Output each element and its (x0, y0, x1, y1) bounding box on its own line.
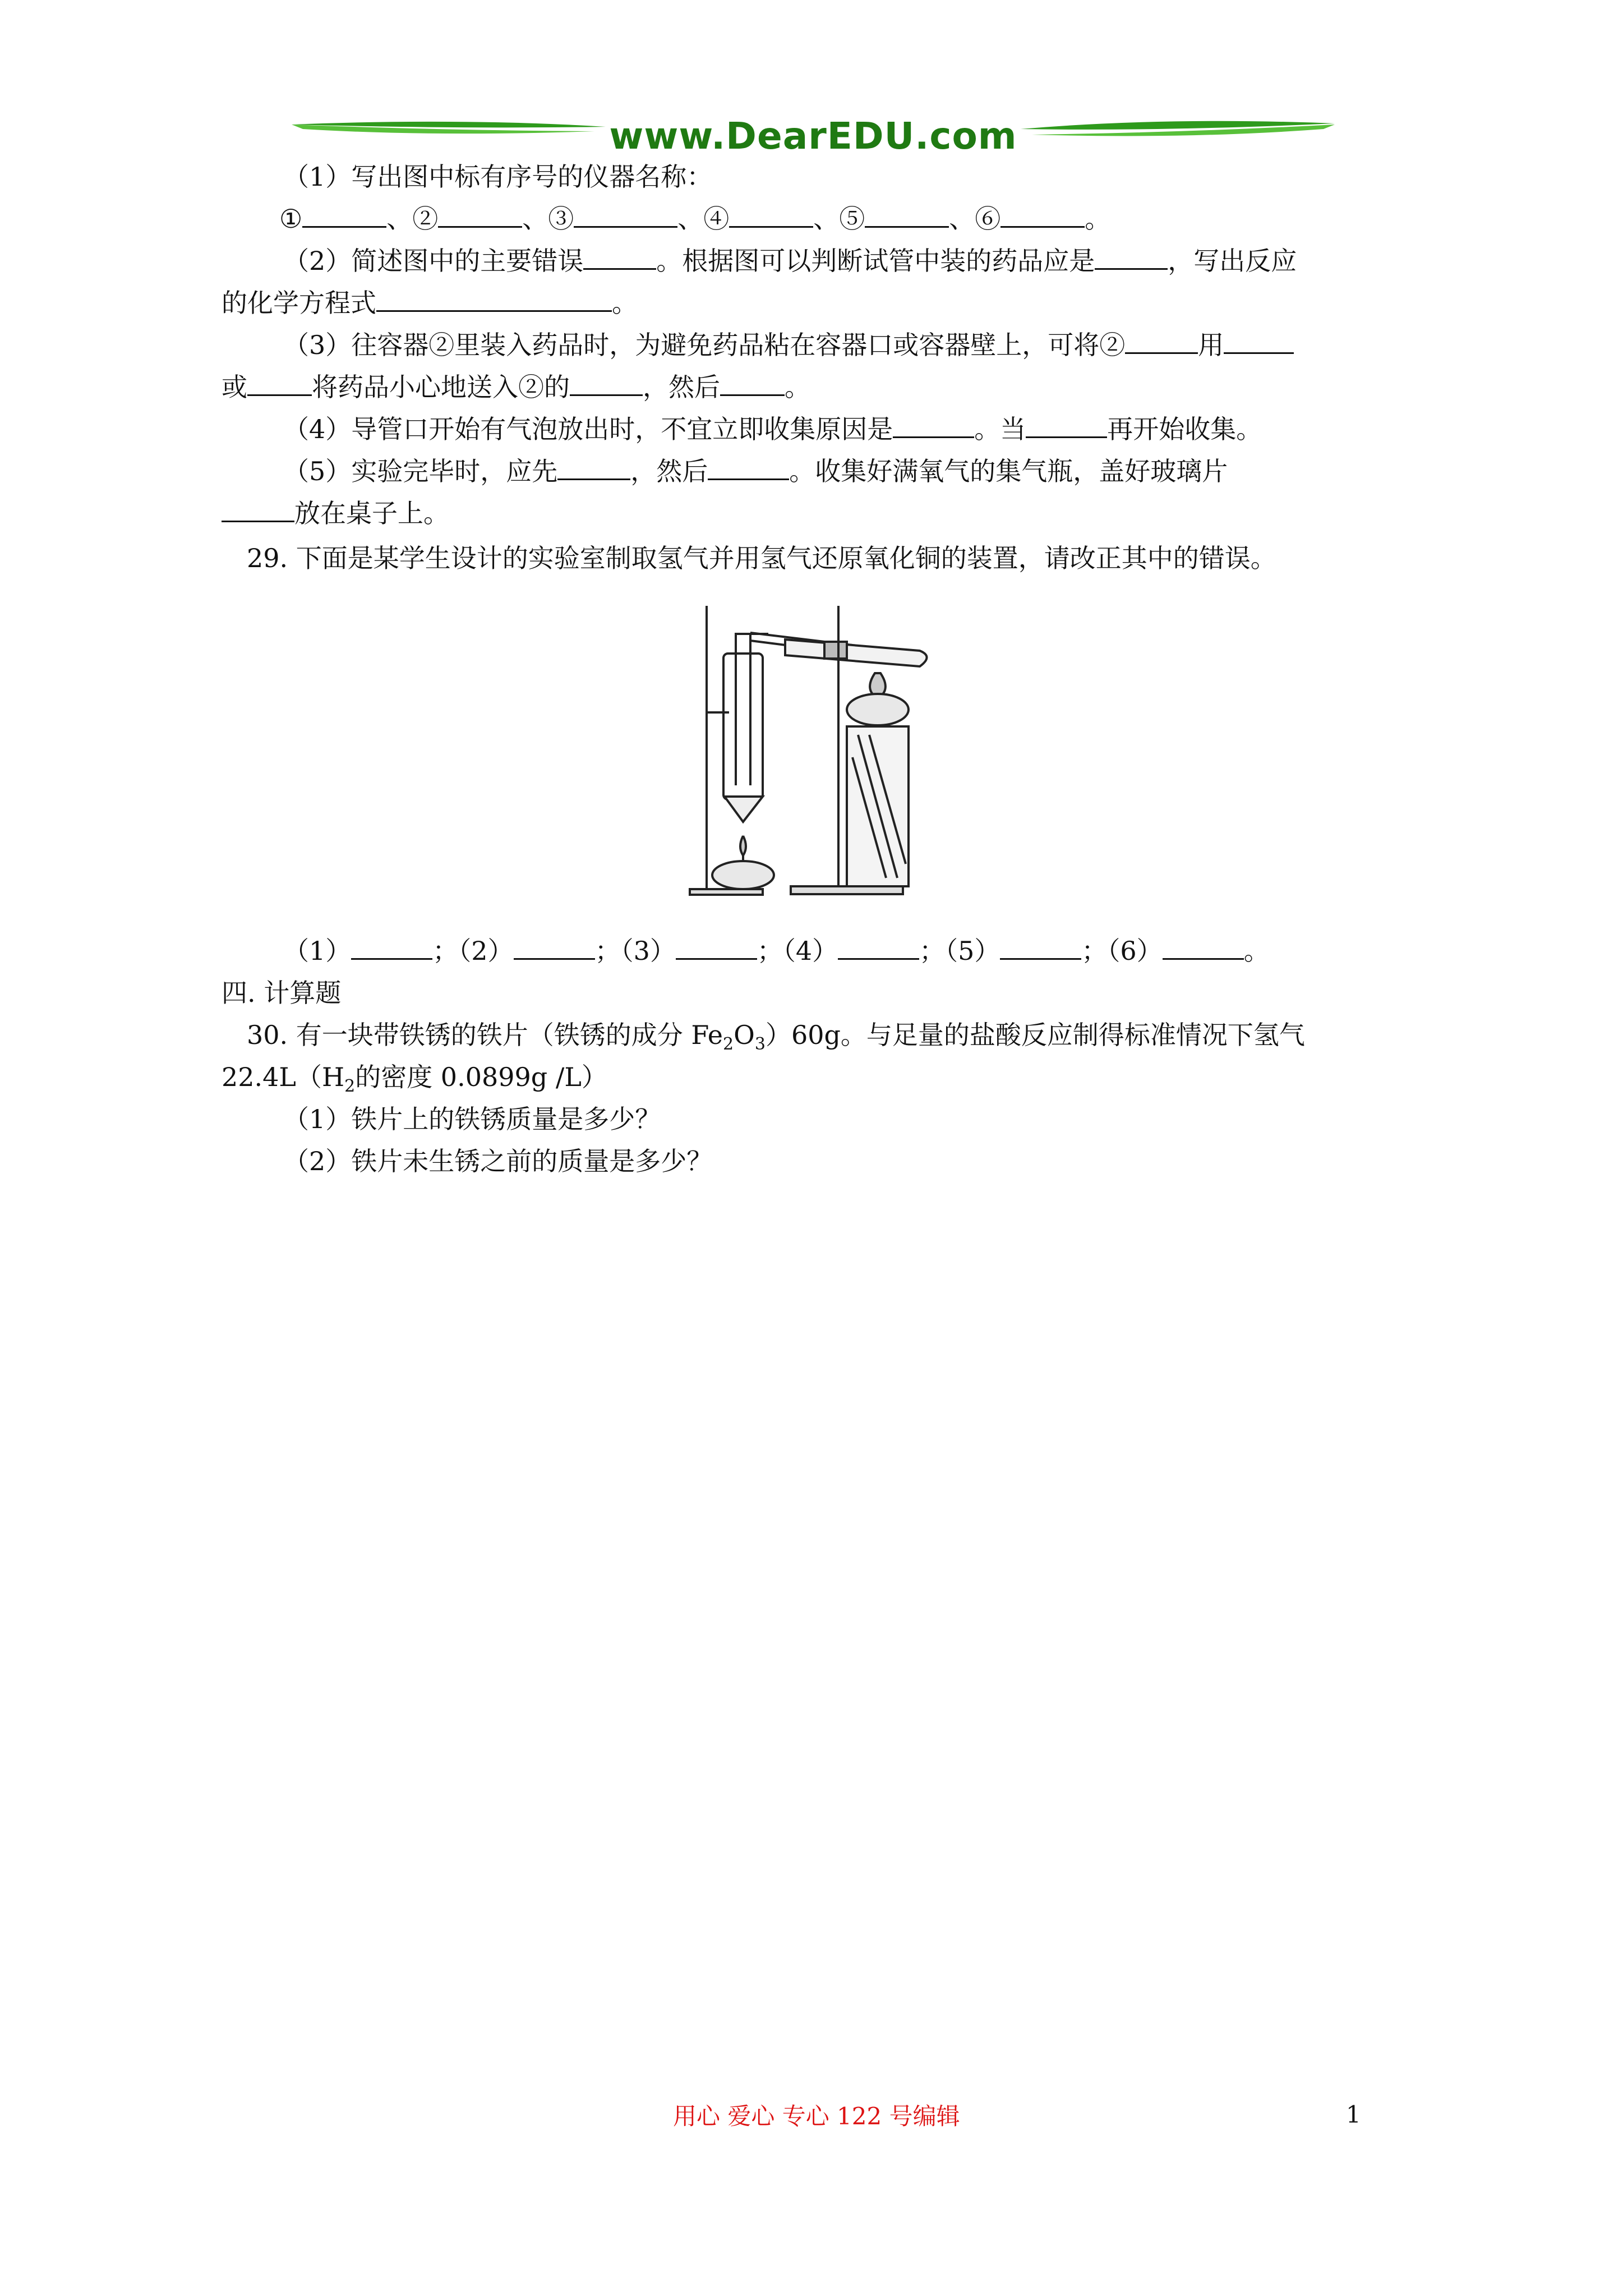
p3-blank-1[interactable] (1125, 329, 1198, 354)
p3-text-a: （3）往容器②里装入药品时，为避免药品粘在容器口或容器壁上，可将② (283, 330, 1126, 360)
q28-part5-line2 (222, 496, 449, 530)
p3-blank-5[interactable] (720, 371, 785, 396)
page-number: 1 (1346, 2101, 1361, 2128)
p3-blank-4[interactable] (570, 371, 643, 396)
p5-text-d: 放在桌子上。 (294, 498, 449, 528)
p2-blank-error[interactable] (583, 245, 656, 270)
q28-part1: （1）写出图中标有序号的仪器名称： (283, 162, 713, 192)
p5-blank-1[interactable] (557, 455, 630, 480)
q30-sub-2: 2 (723, 1034, 734, 1055)
q30-text-o: O (734, 1020, 755, 1050)
label-5: 、⑤ (813, 204, 865, 234)
ans-end: 。 (1243, 936, 1270, 966)
q28-part2-line2 (222, 286, 638, 320)
q30-subquestion-2: （2）铁片未生锈之前的质量是多少？ (283, 1146, 713, 1176)
p2-blank-equation[interactable] (376, 287, 612, 312)
q28-part2-line1 (283, 244, 1297, 278)
q29-answers (283, 934, 1270, 968)
ans-blank-4[interactable] (838, 935, 919, 960)
q30-subquestion-1: （1）铁片上的铁锈质量是多少？ (283, 1104, 661, 1134)
hydrogen-apparatus-figure (684, 600, 942, 903)
label-end: 。 (1085, 204, 1111, 234)
q28-instrument-blanks (279, 202, 1110, 236)
p5-text-a: （5）实验完毕时，应先 (283, 456, 558, 486)
p5-blank-3[interactable] (222, 497, 294, 522)
q28-part4 (283, 412, 1262, 446)
ans-blank-2[interactable] (514, 935, 595, 960)
label-2: 、② (386, 204, 439, 234)
site-logo-text: www.DearEDU.com (609, 114, 1017, 158)
q30-line2-sub: 2 (344, 1076, 356, 1097)
p3-blank-3[interactable] (247, 371, 312, 396)
p4-text-c: 再开始收集。 (1107, 414, 1262, 444)
p4-blank-1[interactable] (893, 413, 974, 438)
ans-blank-5[interactable] (1000, 935, 1081, 960)
p5-blank-2[interactable] (708, 455, 789, 480)
ans-label-2: ；（2） (432, 936, 514, 966)
q30-stem-line1 (247, 1018, 1305, 1061)
ans-label-6: ；（6） (1081, 936, 1163, 966)
ans-blank-6[interactable] (1163, 935, 1244, 960)
q30-text-a: 30. 有一块带铁锈的铁片（铁锈的成分 Fe (247, 1020, 723, 1050)
p3-text-d: 将药品小心地送入②的 (312, 372, 570, 402)
p2-text-a: （2）简述图中的主要错误 (283, 246, 584, 276)
label-4: 、④ (677, 204, 730, 234)
p2-text-c: ，写出反应 (1168, 246, 1297, 276)
label-1: ① (279, 204, 303, 234)
ans-blank-1[interactable] (351, 935, 432, 960)
apparatus-drawing (684, 600, 942, 903)
p2-blank-reagent[interactable] (1095, 245, 1168, 270)
p4-blank-2[interactable] (1026, 413, 1107, 438)
p5-text-c: 。收集好满氧气的集气瓶，盖好玻璃片 (789, 456, 1228, 486)
blank-4[interactable] (729, 203, 813, 228)
p4-text-b: 。当 (974, 414, 1026, 444)
q30-sub-3: 3 (754, 1034, 766, 1055)
ans-label-3: ；（3） (594, 936, 676, 966)
blank-2[interactable] (438, 203, 522, 228)
header-banner (292, 112, 1335, 163)
q30-stem-line2 (222, 1060, 607, 1103)
q28-part3-line2 (222, 370, 810, 404)
q29-stem: 29. 下面是某学生设计的实验室制取氢气并用氢气还原氧化铜的装置，请改正其中的错误。 (247, 543, 1276, 573)
p2-text-e: 。 (612, 288, 638, 318)
q28-part5-line1 (283, 454, 1228, 488)
p3-blank-2[interactable] (1224, 329, 1294, 354)
q30-line2-a: 22.4L（H (222, 1062, 345, 1092)
p4-text-a: （4）导管口开始有气泡放出时，不宜立即收集原因是 (283, 414, 893, 444)
blank-6[interactable] (1000, 203, 1085, 228)
p3-text-f: 。 (785, 372, 810, 402)
q30-line2-b: 的密度 0.0899g /L） (355, 1062, 607, 1092)
blank-3[interactable] (574, 203, 677, 228)
p3-text-b: 用 (1198, 330, 1224, 360)
label-6: 、⑥ (949, 204, 1001, 234)
ans-label-4: ；（4） (757, 936, 838, 966)
ans-label-1: （1） (283, 936, 352, 966)
blank-1[interactable] (302, 203, 386, 228)
q30-text-c: ）60g。与足量的盐酸反应制得标准情况下氢气 (765, 1020, 1305, 1050)
p3-text-e: ，然后 (643, 372, 720, 402)
ans-blank-3[interactable] (676, 935, 757, 960)
footer-text: 用心 爱心 专心 122 号编辑 (673, 2102, 960, 2130)
section-4-title: 四. 计算题 (222, 978, 342, 1008)
label-3: 、③ (522, 204, 574, 234)
p3-text-c: 或 (222, 372, 247, 402)
blank-5[interactable] (865, 203, 949, 228)
p2-text-b: 。根据图可以判断试管中装的药品应是 (656, 246, 1095, 276)
p2-text-d: 的化学方程式 (222, 288, 376, 318)
p5-text-b: ，然后 (630, 456, 708, 486)
ans-label-5: ；（5） (919, 936, 1000, 966)
q28-part3-line1 (283, 328, 1294, 362)
